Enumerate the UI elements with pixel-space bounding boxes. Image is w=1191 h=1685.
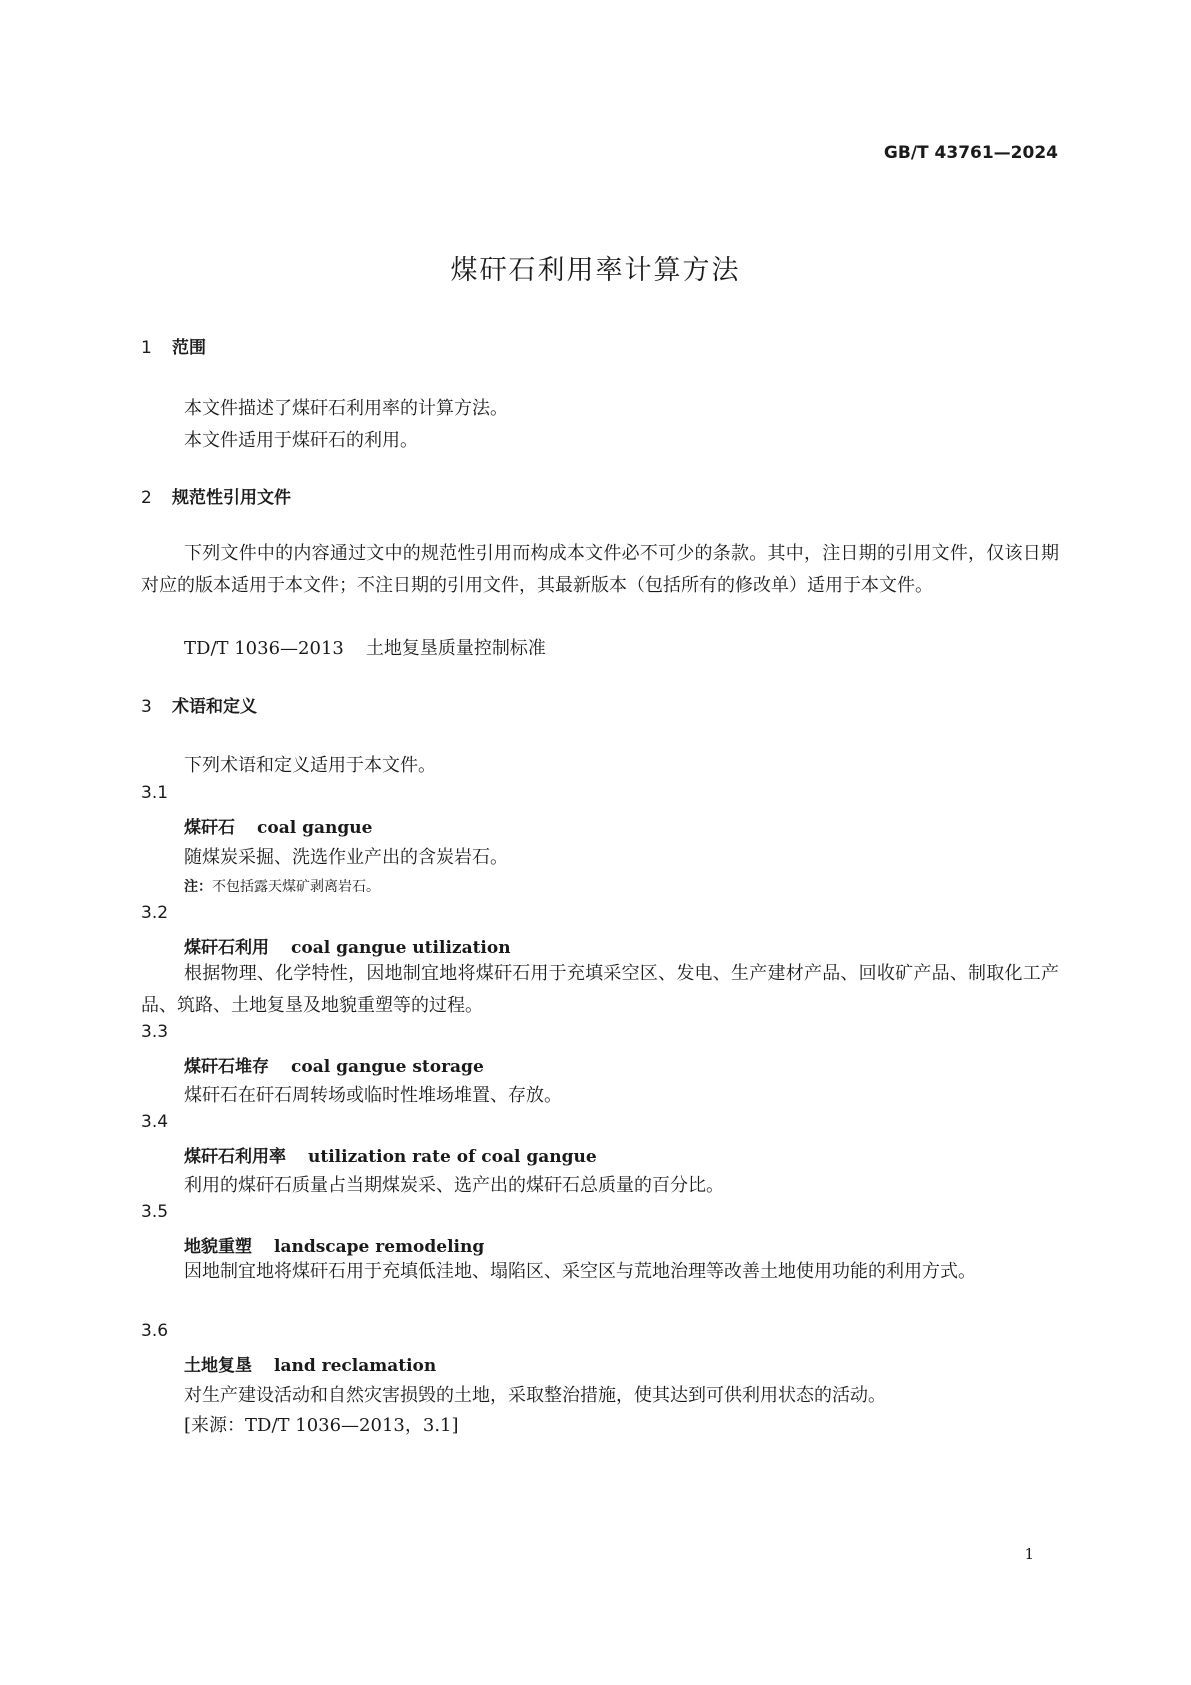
section-3-heading <box>141 692 257 717</box>
term-definition: 随煤炭采掘、洗选作业产出的含炭岩石。 <box>184 847 508 868</box>
term-en: land reclamation <box>274 1356 437 1376</box>
term-definition: 对生产建设活动和自然灾害损毁的土地，采取整治措施，使其达到可供利用状态的活动。 <box>184 1385 886 1406</box>
term-source: [来源：TD/T 1036—2013，3.1] <box>184 1415 459 1436</box>
reference-title: 土地复垦质量控制标准 <box>365 638 546 659</box>
standard-number: GB/T 43761—2024 <box>883 143 1058 163</box>
term-definition: 利用的煤矸石质量占当期煤炭采、选产出的煤矸石总质量的百分比。 <box>184 1175 724 1196</box>
clause-number: 3.1 <box>141 783 169 803</box>
paragraph: 本文件描述了煤矸石利用率的计算方法。 <box>184 398 508 419</box>
term-en: coal gangue storage <box>291 1057 484 1077</box>
reference-code: TD/T 1036—2013 <box>184 638 344 659</box>
clause-number: 3.5 <box>141 1202 169 1222</box>
term-en: utilization rate of coal gangue <box>308 1147 597 1167</box>
term-zh: 煤矸石利用 <box>184 938 269 958</box>
section-number: 2 <box>141 488 152 508</box>
term-definition: 煤矸石在矸石周转场或临时性堆场堆置、存放。 <box>184 1085 562 1106</box>
term-zh: 煤矸石堆存 <box>184 1057 269 1077</box>
term-definition: 因地制宜地将煤矸石用于充填低洼地、塌陷区、采空区与荒地治理等改善土地使用功能的利用方式。 <box>184 1261 976 1282</box>
clause-number: 3.2 <box>141 903 169 923</box>
term-en: coal gangue <box>257 818 373 838</box>
section-title: 术语和定义 <box>172 697 257 717</box>
term-zh: 煤矸石利用率 <box>184 1147 286 1167</box>
paragraph: 下列文件中的内容通过文中的规范性引用而构成本文件必不可少的条款。其中，注日期的引用文件，仅该日期对应的版本适用于本文件；不注日期的引用文件，其最新版本（包括所有的修改单）适用于本文件。 <box>141 543 1059 596</box>
paragraph: 本文件适用于煤矸石的利用。 <box>184 430 418 451</box>
term-en: landscape remodeling <box>274 1237 485 1257</box>
term-zh: 煤矸石 <box>184 818 235 838</box>
page-number: 1 <box>1024 1545 1034 1563</box>
paragraph: 下列术语和定义适用于本文件。 <box>184 755 436 776</box>
clause-number: 3.4 <box>141 1112 169 1132</box>
clause-number: 3.6 <box>141 1321 169 1341</box>
section-number: 3 <box>141 697 152 717</box>
term-note <box>184 876 380 896</box>
section-title: 范围 <box>172 338 206 358</box>
term-definition: 根据物理、化学特性，因地制宜地将煤矸石用于充填采空区、发电、生产建材产品、回收矿产品、制取化工产品、筑路、土地复垦及地貌重塑等的过程。 <box>141 963 1059 1016</box>
clause-number: 3.3 <box>141 1022 169 1042</box>
term-heading <box>184 1142 597 1167</box>
term-zh: 土地复垦 <box>184 1356 252 1376</box>
note-text: 不包括露天煤矿剥离岩石。 <box>212 879 380 895</box>
document-title: 煤矸石利用率计算方法 <box>450 255 741 286</box>
normative-reference <box>184 634 546 660</box>
term-heading <box>184 933 511 958</box>
section-2-heading <box>141 483 291 508</box>
term-heading <box>184 1351 436 1376</box>
term-heading <box>184 813 372 838</box>
term-heading <box>184 1232 484 1257</box>
section-title: 规范性引用文件 <box>172 488 291 508</box>
term-heading <box>184 1052 484 1077</box>
section-number: 1 <box>141 338 152 358</box>
term-zh: 地貌重塑 <box>184 1237 252 1257</box>
note-label: 注： <box>184 879 212 895</box>
section-1-heading <box>141 333 206 358</box>
term-en: coal gangue utilization <box>291 938 511 958</box>
